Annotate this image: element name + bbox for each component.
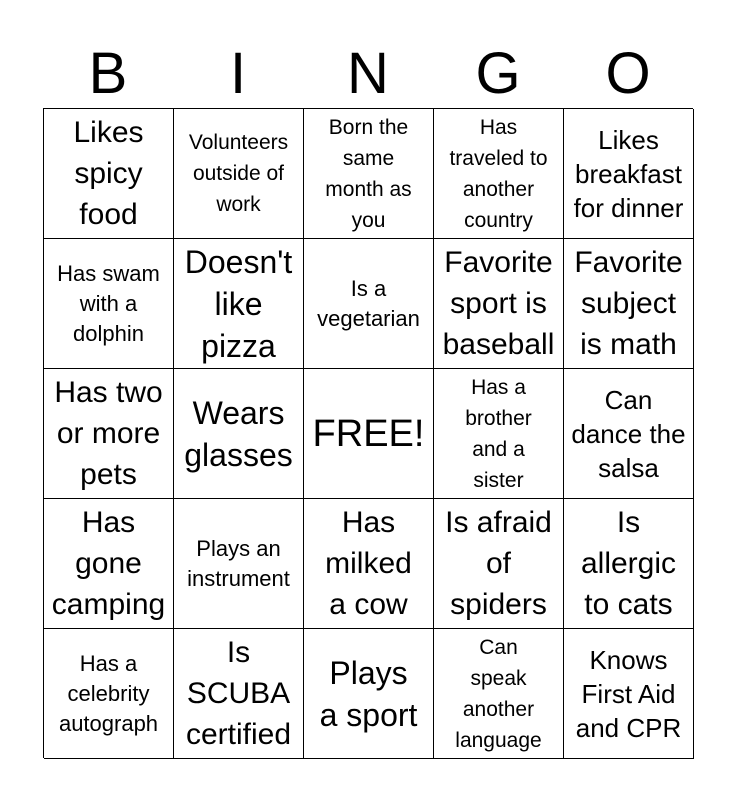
cell-text: Has a brother and a sister <box>465 375 532 492</box>
header-letter-i: I <box>229 41 247 106</box>
cell-text: Wears glasses <box>184 394 293 473</box>
cell-text: Is SCUBA certified <box>185 636 292 751</box>
header-letter-b: B <box>88 41 128 106</box>
header-letter-o: O <box>605 41 651 106</box>
bingo-cell-r4-c4[interactable] <box>434 499 564 629</box>
cell-text: Can dance the salsa <box>571 384 686 483</box>
cell-text: Has gone camping <box>51 506 166 621</box>
cell-text: Knows First Aid and CPR <box>575 644 682 743</box>
cell-text: Likes spicy food <box>73 116 144 231</box>
cell-text: Has a celebrity autograph <box>58 650 159 736</box>
bingo-cell-r3-c5[interactable] <box>564 369 694 499</box>
cell-text: Has two or more pets <box>54 376 163 491</box>
cell-text: Has swam with a dolphin <box>57 260 160 346</box>
bingo-cell-r5-c4[interactable] <box>434 629 564 759</box>
header-letter-n: N <box>347 41 389 106</box>
cell-text: Favorite sport is baseball <box>442 246 555 361</box>
free-space-label: FREE! <box>312 412 425 455</box>
bingo-board <box>43 108 693 758</box>
bingo-cell-r5-c2[interactable] <box>174 629 304 759</box>
cell-text: Can speak another language <box>455 635 542 752</box>
header-letter-g: G <box>475 41 521 106</box>
bingo-cell-r4-c1[interactable] <box>44 499 174 629</box>
bingo-cell-r4-c2[interactable] <box>174 499 304 629</box>
bingo-cell-r1-c3[interactable] <box>304 109 434 239</box>
bingo-cell-r1-c1[interactable] <box>44 109 174 239</box>
cell-text: Is afraid of spiders <box>445 506 552 621</box>
bingo-cell-r2-c3[interactable] <box>304 239 434 369</box>
bingo-cell-r2-c4[interactable] <box>434 239 564 369</box>
bingo-cell-r3-c1[interactable] <box>44 369 174 499</box>
bingo-cell-r5-c5[interactable] <box>564 629 694 759</box>
cell-text: Has milked a cow <box>325 506 412 621</box>
bingo-cell-r1-c5[interactable] <box>564 109 694 239</box>
bingo-cell-r2-c5[interactable] <box>564 239 694 369</box>
cell-text: Born the same month as you <box>325 115 412 232</box>
bingo-cell-r5-c1[interactable] <box>44 629 174 759</box>
bingo-cell-r2-c2[interactable] <box>174 239 304 369</box>
cell-text: Likes breakfast for dinner <box>573 124 684 223</box>
bingo-cell-r5-c3[interactable] <box>304 629 434 759</box>
bingo-cell-r3-c2[interactable] <box>174 369 304 499</box>
cell-text: Plays an instrument <box>187 535 290 591</box>
cell-text: Is allergic to cats <box>580 506 677 621</box>
cell-text: Volunteers outside of work <box>188 131 289 216</box>
cell-text: Is a vegetarian <box>317 275 420 331</box>
bingo-cell-r4-c5[interactable] <box>564 499 694 629</box>
free-space-cell[interactable] <box>304 369 434 499</box>
cell-text: Doesn't like pizza <box>184 243 293 364</box>
bingo-cell-r4-c3[interactable] <box>304 499 434 629</box>
cell-text: Has traveled to another country <box>449 115 548 232</box>
bingo-cell-r1-c2[interactable] <box>174 109 304 239</box>
bingo-cell-r1-c4[interactable] <box>434 109 564 239</box>
cell-text: Plays a sport <box>319 654 418 733</box>
bingo-cell-r2-c1[interactable] <box>44 239 174 369</box>
bingo-cell-r3-c4[interactable] <box>434 369 564 499</box>
bingo-header <box>43 40 693 108</box>
cell-text: Favorite subject is math <box>574 246 683 361</box>
